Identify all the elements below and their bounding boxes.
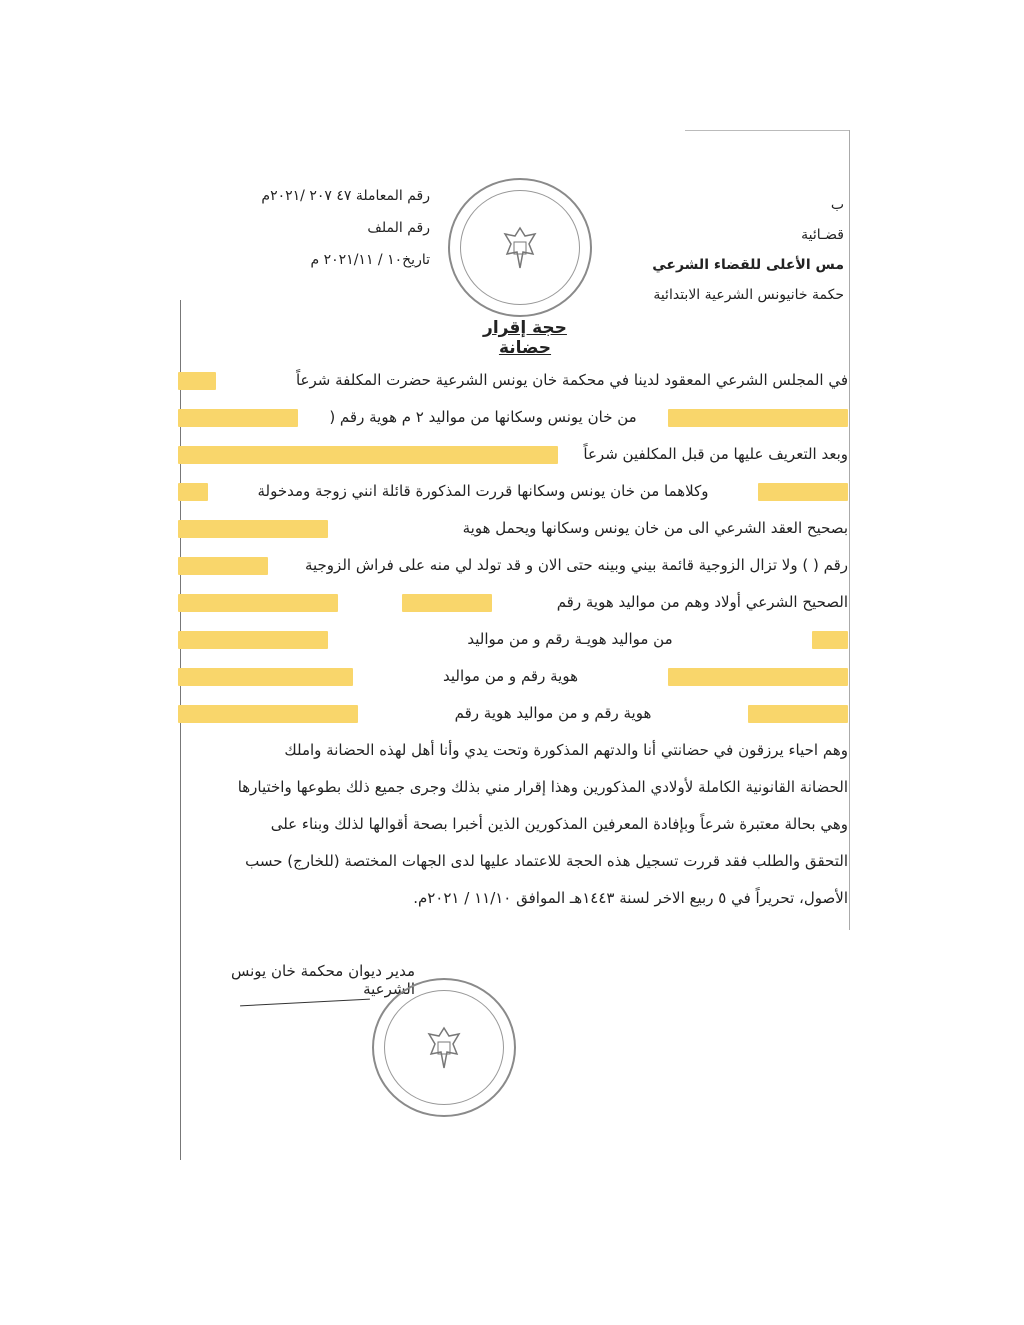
body-text: رقم ( ) ولا تزال الزوجية قائمة بيني وبينه حتى الان و قد تولد لي منه على فراش الزوجية — [304, 556, 848, 574]
body-row — [178, 473, 848, 510]
signature-title: مدير ديوان محكمة خان يونس الشرعية — [230, 962, 415, 998]
redaction-block — [178, 668, 353, 686]
body-text: وهي بحالة معتبرة شرعاً وبإفادة المعرفين المذكورين الذين أخبرا بصحة أقوالها لذلك وبناء على — [270, 815, 848, 833]
court-header — [634, 190, 844, 310]
body-row — [178, 547, 848, 584]
body-row — [178, 621, 848, 658]
body-text: وبعد التعريف عليها من قبل المكلفين شرعاً — [583, 445, 848, 463]
body-text: هوية رقم و من مواليد — [443, 667, 578, 685]
body-row — [178, 362, 848, 399]
redaction-block — [178, 594, 338, 612]
body-row — [178, 732, 848, 769]
redaction-block — [178, 557, 268, 575]
body-row — [178, 695, 848, 732]
redaction-block — [178, 409, 298, 427]
body-text: هوية رقم و من مواليد هوية رقم — [454, 704, 652, 722]
body-row — [178, 769, 848, 806]
file-number: رقم الملف — [367, 220, 430, 236]
body-text: في المجلس الشرعي المعقود لدينا في محكمة خان يونس الشرعية حضرت المكلفة شرعاً — [295, 371, 848, 389]
body-text: وكلاهما من خان يونس وسكانها قررت المذكورة قائلة انني زوجة ومدخولة — [257, 482, 709, 500]
court-stamp — [372, 978, 516, 1117]
body-row — [178, 399, 848, 436]
header-line: حكمة خانيونس الشرعية الابتدائية — [653, 287, 844, 303]
redaction-block — [758, 483, 848, 501]
body-row — [178, 880, 848, 917]
transaction-number: رقم المعاملة ٤٧ ٢٠٧ /٢٠٢١م — [261, 188, 430, 204]
body-row — [178, 510, 848, 547]
body-row — [178, 806, 848, 843]
redaction-block — [812, 631, 848, 649]
signature-line — [240, 999, 370, 1007]
body-text: من خان يونس وسكانها من مواليد ٢ م هوية رقم ( — [329, 408, 637, 426]
body-text: الحضانة القانونية الكاملة لأولادي المذكورين وهذا إقرار مني بذلك وجرى جميع ذلك بطوعها واختيارها — [237, 778, 848, 796]
body-text: التحقق والطلب فقد قررت تسجيل هذه الحجة للاعتماد عليها لدى الجهات المختصة (للخارج) حسب — [245, 852, 848, 870]
body-text: وهم احياء يرزقون في حضانتي أنا والدتهم المذكورة وتحت يدي وأنا أهل لهذه الحضانة واملك — [284, 741, 848, 759]
redaction-block — [748, 705, 848, 723]
redaction-block — [668, 668, 848, 686]
header-line: ب — [830, 197, 844, 213]
body-row — [178, 436, 848, 473]
header-line: قضـائية — [801, 227, 844, 243]
document-title: حجة إقرار حضانة — [483, 318, 567, 358]
redaction-block — [178, 446, 558, 464]
redaction-block — [668, 409, 848, 427]
redaction-block — [178, 705, 358, 723]
redaction-block — [178, 483, 208, 501]
transaction-header — [200, 180, 430, 276]
document-body — [178, 362, 848, 917]
redaction-block — [402, 594, 492, 612]
redaction-block — [178, 372, 216, 390]
body-row — [178, 658, 848, 695]
body-row — [178, 584, 848, 621]
body-text: من مواليد هويـة رقم و من مواليد — [467, 630, 673, 648]
body-text: الصحيح الشرعي أولاد وهم من مواليد هوية رقم — [556, 593, 848, 611]
body-text: بصحيح العقد الشرعي الى من خان يونس وسكانها ويحمل هوية — [462, 519, 848, 537]
eagle-emblem-icon — [499, 224, 541, 272]
court-stamp — [448, 178, 592, 317]
frame-top-line — [685, 130, 850, 131]
eagle-emblem-icon — [423, 1024, 465, 1072]
header-line: مس الأعلى للقضاء الشرعي — [652, 257, 844, 273]
body-row — [178, 843, 848, 880]
frame-right-line — [849, 130, 850, 930]
redaction-block — [178, 631, 328, 649]
document-date: تاريخ١٠ / ٢٠٢١/١١ م — [310, 252, 430, 268]
redaction-block — [178, 520, 328, 538]
body-text: الأصول، تحريراً في ٥ ربيع الاخر لسنة ١٤٤٣هـ الموافق ١١/١٠ / ٢٠٢١م. — [413, 889, 848, 907]
